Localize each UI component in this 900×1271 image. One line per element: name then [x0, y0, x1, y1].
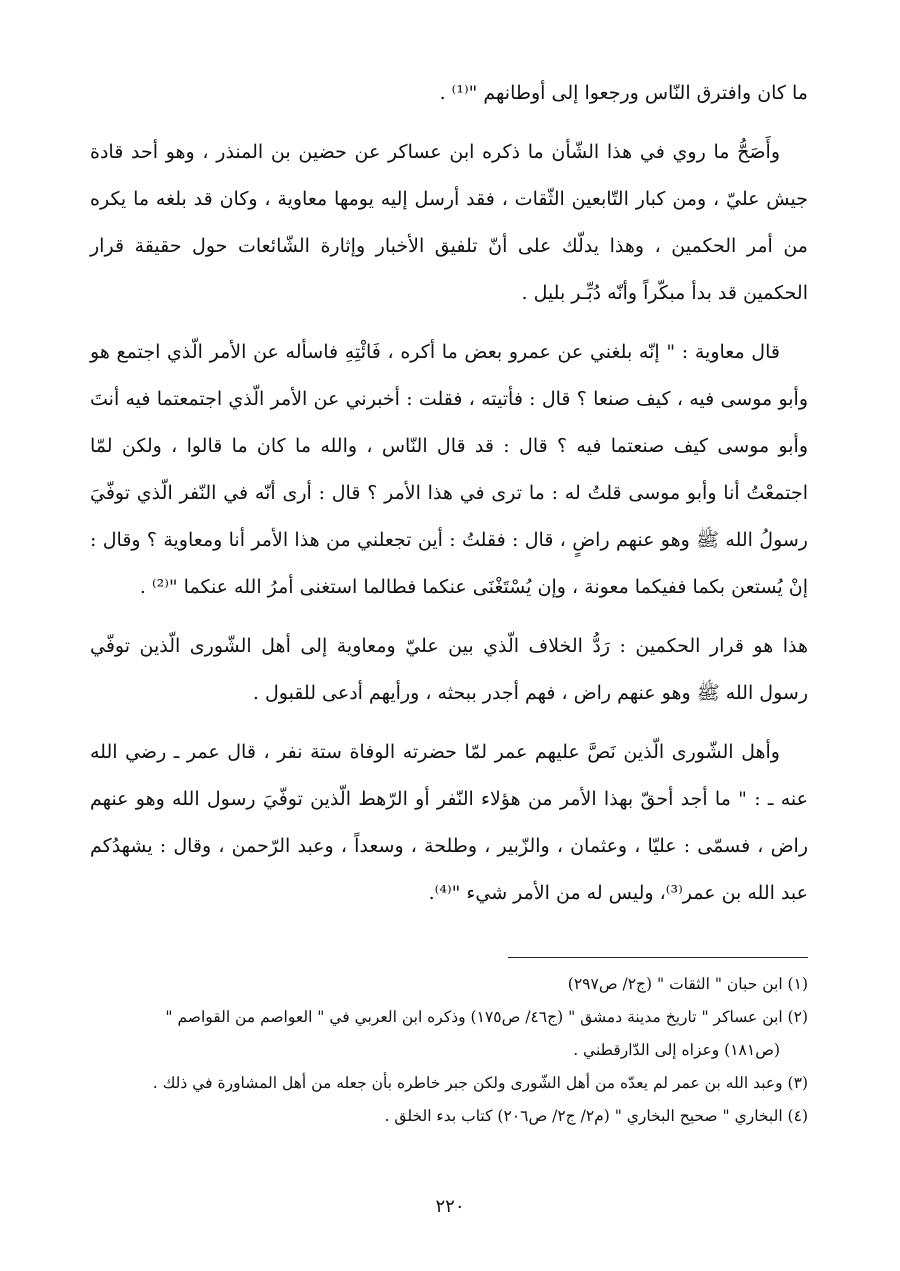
paragraph-arbitration-decision: هذا هو قرار الحكمين : رَدُّ الخلاف الّذي بين عليّ ومعاوية إلى أهل الشّورى الّذين توفّي رسول الله ﷺ وهو عنهم راض ، فهم أجدر ببحثه ، ورأيهم أدعى للقبول .	[90, 635, 808, 704]
footnote-3: (٣) وعبد الله بن عمر لم يعدّه من أهل الشّورى ولكن جبر خاطره بأن جعله من أهل المشاورة في ذلك .	[152, 1074, 808, 1092]
footnote-2-continuation: (ص١٨١) وعزاه إلى الدّارقطني .	[573, 1041, 780, 1059]
page-number: ٢٢٠	[435, 1196, 465, 1217]
footnote-divider	[508, 957, 808, 958]
footnote-4: (٤) البخاري " صحيح البخاري " (م٢/ ج٢/ ص٢٠٦) كتاب بدء الخلق .	[384, 1107, 808, 1125]
paragraph-continuation: ما كان وافترق النّاس ورجعوا إلى أوطانهم "⁽¹⁾ .	[439, 82, 808, 104]
main-text	[90, 70, 808, 929]
footnote-2: (٢) ابن عساكر " تاريخ مدينة دمشق " (ج٤٦/ ص١٧٥) وذكره ابن العربي في " العواصم من القواصم "	[165, 1008, 808, 1026]
paragraph-shura-council: وأهل الشّورى الّذين نَصَّ عليهم عمر لمّا حضرته الوفاة ستة نفر ، قال عمر ـ رضي الله عنه ـ : " ما أجد أحقّ بهذا الأمر من هؤلاء النّفر أو الرّهط الّذين توفّيَ رسول الله وهو عنهم راض ، فسمّى : عليّا ، وعثمان ، والزّبير ، وطلحة ، وسعداً ، وعبد الرّحمن ، وقال : يشهدُكم عبد الله بن عمر⁽³⁾، وليس له من الأمر شيء "⁽⁴⁾.	[90, 741, 808, 904]
footnote-1: (١) ابن حبان " الثقات " (ج٢/ ص٢٩٧)	[567, 975, 808, 993]
paragraph-hadith-source: وأَصَحُّ ما روي في هذا الشّأن ما ذكره ابن عساكر عن حضين بن المنذر ، وهو أحد قادة جيش عليّ ، ومن كبار التّابعين الثّقات ، فقد أرسل إليه يومها معاوية ، وكان قد بلغه ما يكره من أمر الحكمين ، وهذا يدلّك على أنّ تلفيق الأخبار وإثارة الشّائعات حول حقيقة قرار الحكمين قد بدأ مبكّراً وأنّه دُبِّـر بليل .	[90, 141, 808, 304]
paragraph-muawiya-quote: قال معاوية : " إنّه بلغني عن عمرو بعض ما أكره ، فَائْتِهِ فاسأله عن الأمر الّذي اجتمع هو وأبو موسى فيه ، كيف صنعا ؟ قال : فأتيته ، فقلت : أخبرني عن الأمر الّذي اجتمعتما فيه أنتَ وأبو موسى كيف صنعتما فيه ؟ قال : قد قال النّاس ، والله ما كان ما قالوا ، ولكن لمّا اجتمعْتُ أنا وأبو موسى قلتُ له : ما ترى في هذا الأمر ؟ قال : أرى أنّه في النّفر الّذي توفّيَ رسولُ الله ﷺ وهو عنهم راضٍ ، قال : فقلتُ : أين تجعلني من هذا الأمر أنا ومعاوية ؟ وقال : إنْ يُستعن بكما ففيكما معونة ، وإن يُسْتَغْنَى عنكما فطالما استغنى أمرُ الله عنكما "⁽²⁾ .	[90, 341, 808, 598]
footnotes	[90, 968, 808, 1133]
